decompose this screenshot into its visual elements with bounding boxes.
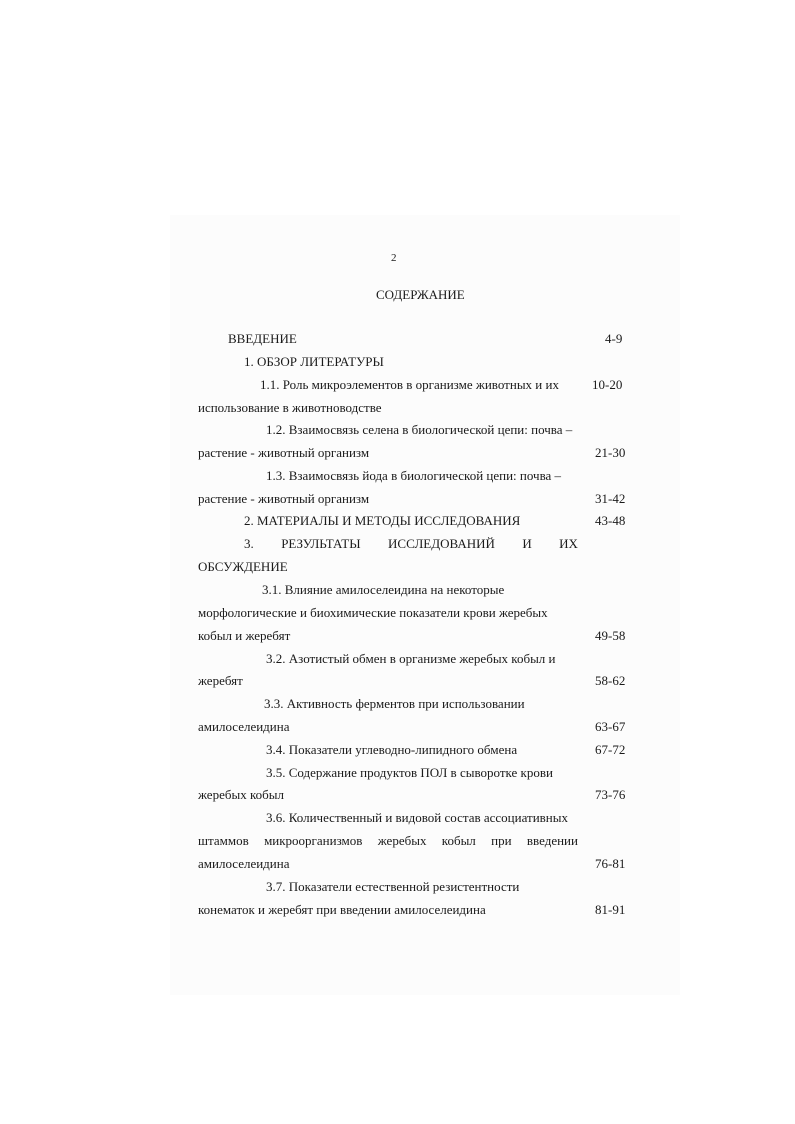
toc-pages-s31: 49-58	[595, 628, 626, 643]
toc-word: микроорганизмов	[264, 833, 363, 848]
toc-entry-s33-line2: амилоселеидина	[198, 719, 290, 734]
toc-entry-s31-line1: 3.1. Влияние амилоселеидина на некоторые	[262, 582, 505, 597]
toc-entry-s32-line1: 3.2. Азотистый обмен в организме жеребых кобыл и	[266, 651, 556, 666]
toc-word: при	[491, 833, 512, 848]
toc-pages-s32: 58-62	[595, 673, 626, 688]
toc-entry-s36-line2	[198, 833, 578, 849]
toc-pages-s33: 63-67	[595, 719, 626, 734]
toc-entry-s11-line1: 1.1. Роль микроэлементов в организме животных и их	[260, 377, 559, 392]
toc-entry-ch2: 2. МАТЕРИАЛЫ И МЕТОДЫ ИССЛЕДОВАНИЯ	[244, 513, 521, 528]
page-number: 2	[391, 252, 397, 264]
toc-word: ИССЛЕДОВАНИЙ	[388, 536, 495, 551]
toc-word: РЕЗУЛЬТАТЫ	[281, 536, 361, 551]
toc-word: штаммов	[198, 833, 249, 848]
toc-entry-s36-line3: амилоселеидина	[198, 856, 290, 871]
toc-entry-s31-line2: морфологические и биохимические показатели крови жеребых	[198, 605, 548, 620]
page-title: СОДЕРЖАНИЕ	[376, 287, 465, 302]
toc-entry-s34: 3.4. Показатели углеводно-липидного обмена	[266, 742, 518, 757]
toc-word: 3.	[244, 536, 254, 551]
toc-pages-s35: 73-76	[595, 787, 626, 802]
toc-pages-s36: 76-81	[595, 856, 626, 871]
toc-word: ИХ	[559, 536, 578, 551]
toc-entry-s36-line1: 3.6. Количественный и видовой состав ассоциативных	[266, 810, 568, 825]
toc-entry-s12-line1: 1.2. Взаимосвязь селена в биологической цепи: почва –	[266, 422, 573, 437]
toc-word: И	[522, 536, 532, 551]
toc-entry-s13-line2: растение - животный организм	[198, 491, 370, 506]
toc-entry-s13-line1: 1.3. Взаимосвязь йода в биологической цепи: почва –	[266, 468, 562, 483]
toc-entry-s35-line2: жеребых кобыл	[198, 787, 284, 802]
toc-entry-s37-line2: конематок и жеребят при введении амилоселеидина	[198, 902, 486, 917]
toc-word: жеребых	[377, 833, 427, 848]
toc-entry-ch3-line1	[244, 536, 578, 552]
toc-pages-s12: 21-30	[595, 445, 626, 460]
toc-pages-s34: 67-72	[595, 742, 626, 757]
toc-pages-intro: 4-9	[605, 331, 623, 346]
toc-word: кобыл	[441, 833, 476, 848]
toc-entry-s12-line2: растение - животный организм	[198, 445, 370, 460]
toc-entry-s11-line2: использование в животноводстве	[198, 400, 382, 415]
toc-entry-intro: ВВЕДЕНИЕ	[228, 331, 297, 346]
toc-entry-s33-line1: 3.3. Активность ферментов при использовании	[264, 696, 525, 711]
toc-pages-s13: 31-42	[595, 491, 626, 506]
toc-entry-s32-line2: жеребят	[198, 673, 243, 688]
toc-pages-ch2: 43-48	[595, 513, 626, 528]
toc-entry-ch1: 1. ОБЗОР ЛИТЕРАТУРЫ	[244, 354, 384, 369]
toc-entry-s37-line1: 3.7. Показатели естественной резистентности	[266, 879, 520, 894]
toc-entry-s31-line3: кобыл и жеребят	[198, 628, 291, 643]
toc-word: введении	[526, 833, 578, 848]
toc-entry-ch3-line2: ОБСУЖДЕНИЕ	[198, 559, 288, 574]
toc-pages-s11: 10-20	[592, 377, 623, 392]
toc-pages-s37: 81-91	[595, 902, 626, 917]
toc-entry-s35-line1: 3.5. Содержание продуктов ПОЛ в сыворотке крови	[266, 765, 553, 780]
